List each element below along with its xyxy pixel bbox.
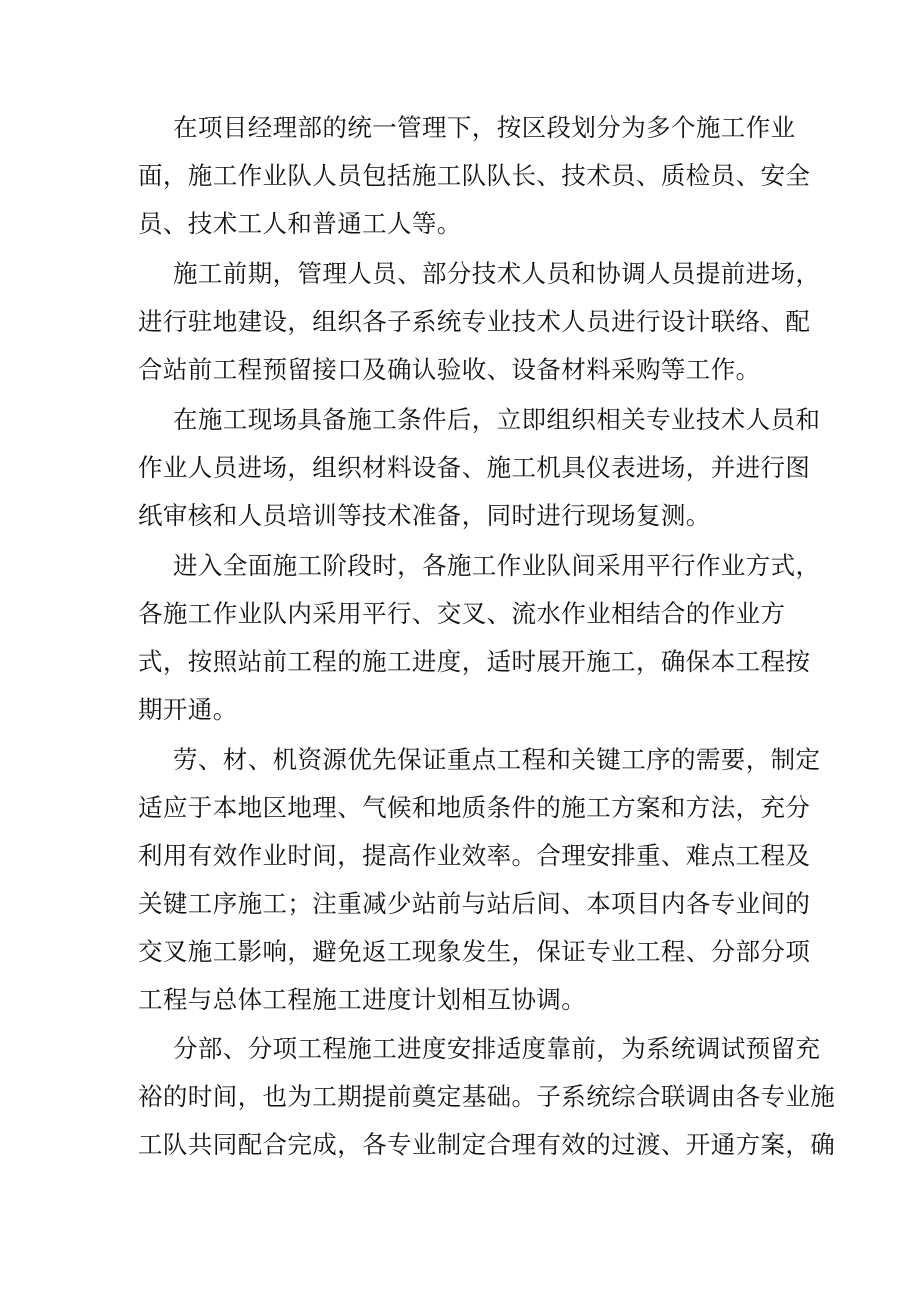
paragraph-line: 各施工作业队内采用平行、交叉、流水作业相结合的作业方 (138, 599, 786, 628)
paragraph-line: 合站前工程预留接口及确认验收、设备材料采购等工作。 (138, 355, 761, 384)
paragraph-line: 进行驻地建设，组织各子系统专业技术人员进行设计联络、配 (138, 307, 811, 336)
paragraph-line: 工程与总体工程施工进度计划相互协调。 (138, 985, 587, 1014)
paragraph-line: 面，施工作业队人员包括施工队队长、技术员、质检员、安全 (138, 161, 811, 190)
paragraph-line: 在项目经理部的统一管理下，按区段划分为多个施工作业 (173, 113, 796, 142)
paragraph-line: 式，按照站前工程的施工进度，适时展开施工，确保本工程按 (138, 647, 811, 676)
paragraph-3 (138, 396, 821, 540)
paragraph-line: 纸审核和人员培训等技术准备，同时进行现场复测。 (138, 501, 711, 530)
paragraph-line: 作业人员进场，组织材料设备、施工机具仪表进场，并进行图 (138, 453, 811, 482)
paragraph-6 (138, 1025, 836, 1169)
paragraph-line: 施工前期，管理人员、部分技术人员和协调人员提前进场， (173, 259, 821, 288)
paragraph-line: 利用有效作业时间，提高作业效率。合理安排重、难点工程及 (138, 841, 811, 870)
paragraph-line: 期开通。 (138, 695, 238, 724)
paragraph-line: 分部、分项工程施工进度安排适度靠前，为系统调试预留充 (173, 1034, 821, 1063)
paragraph-line: 裕的时间，也为工期提前奠定基础。子系统综合联调由各专业施 (138, 1082, 836, 1111)
paragraph-2 (138, 250, 821, 394)
paragraph-4 (138, 542, 821, 734)
paragraph-line: 适应于本地区地理、气候和地质条件的施工方案和方法，充分 (138, 793, 811, 822)
paragraph-line: 关键工序施工；注重减少站前与站后间、本项目内各专业间的 (138, 889, 811, 918)
paragraph-line: 进入全面施工阶段时，各施工作业队间采用平行作业方式， (173, 551, 821, 580)
paragraph-5 (138, 736, 821, 1024)
paragraph-line: 劳、材、机资源优先保证重点工程和关键工序的需要，制定 (173, 745, 821, 774)
paragraph-line: 员、技术工人和普通工人等。 (138, 209, 462, 238)
paragraph-line: 工队共同配合完成，各专业制定合理有效的过渡、开通方案，确 (138, 1130, 836, 1159)
paragraph-line: 在施工现场具备施工条件后，立即组织相关专业技术人员和 (173, 405, 821, 434)
paragraph-line: 交叉施工影响，避免返工现象发生，保证专业工程、分部分项 (138, 937, 811, 966)
paragraph-1 (138, 104, 811, 248)
